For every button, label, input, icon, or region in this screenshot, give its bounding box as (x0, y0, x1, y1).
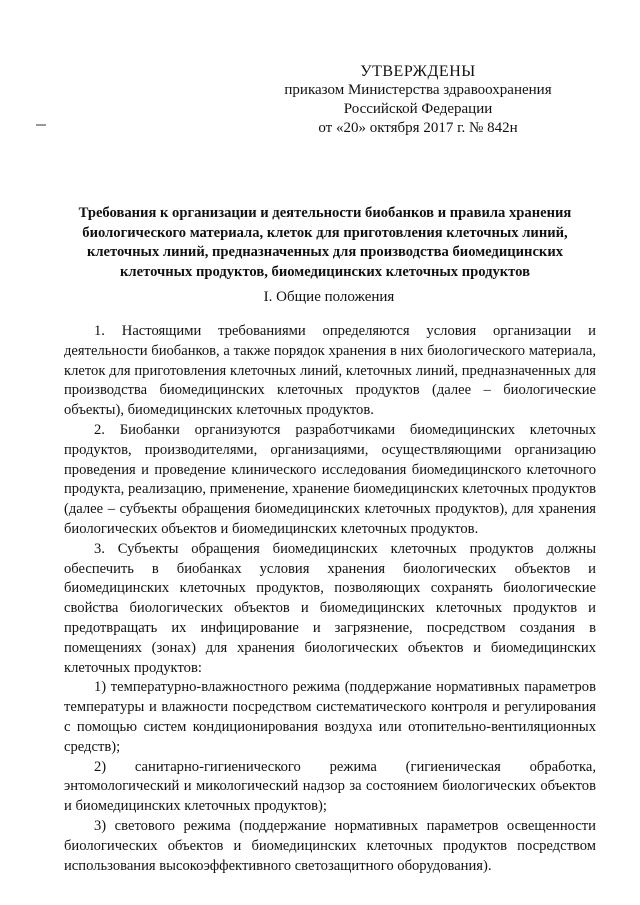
sub-item-3: 3) светового режима (поддержание нормативных параметров освещенности биологических объектов и биомедицинских клеточных продуктов посредством использования высокоэффективного светозащитного оборудования). (64, 817, 596, 874)
paragraph-2: 2. Биобанки организуются разработчиками биомедицинских клеточных продуктов, производителями, организациями, осуществляющими организацию проведения и проведение клинического исследования биомедицинского клеточного продукта, реализацию, применение, хранение биомедицинских клеточных продуктов (далее – субъекты обращения биомедицинских клеточных продуктов), для хранения биологических объектов и биомедицинских клеточных продуктов. (64, 421, 596, 537)
approval-line-2: Российской Федерации (343, 101, 493, 117)
scan-artifact (36, 124, 46, 126)
document-body (64, 322, 596, 876)
approval-block (268, 62, 568, 138)
approval-line-3: от «20» октября 2017 г. № 842н (318, 120, 518, 136)
approval-line-1: приказом Министерства здравоохранения (284, 82, 552, 98)
sub-item-2: 2) санитарно-гигиенического режима (гигиеническая обработка, энтомологический и микологический надзор за состоянием биологических объектов и биомедицинских клеточных продуктов); (64, 758, 596, 815)
paragraph-3: 3. Субъекты обращения биомедицинских клеточных продуктов должны обеспечить в биобанках условия хранения биологических объектов и биомедицинских клеточных продуктов, позволяющих сохранять биологические свойства биологических объектов и биомедицинских клеточных продуктов и предотвращать их инфицирование и загрязнение, посредством создания в помещениях (зонах) для хранения биологических объектов и биомедицинских клеточных продуктов: (64, 540, 596, 676)
sub-item-1: 1) температурно-влажностного режима (поддержание нормативных параметров температуры и влажности посредством систематического контроля и регулирования с помощью систем кондиционирования воздуха или отопительно-вентиляционных средств); (64, 679, 596, 755)
section-heading: I. Общие положения (263, 289, 395, 305)
document-title: Требования к организации и деятельности биобанков и правила хранения биологического материала, клеток для приготовления клеточных линий, клеточных линий, предназначенных для производства биомедицинских клеточных продуктов, биомедицинских клеточных продуктов (78, 205, 572, 280)
approval-heading: УТВЕРЖДЕНЫ (360, 63, 476, 80)
paragraph-1: 1. Настоящими требованиями определяются условия организации и деятельности биобанков, а также порядок хранения в них биологического материала, клеток для приготовления клеточных линий, клеточных линий, предназначенных для производства биомедицинских клеточных продуктов (далее – биологические объекты), биомедицинских клеточных продуктов. (64, 323, 596, 419)
